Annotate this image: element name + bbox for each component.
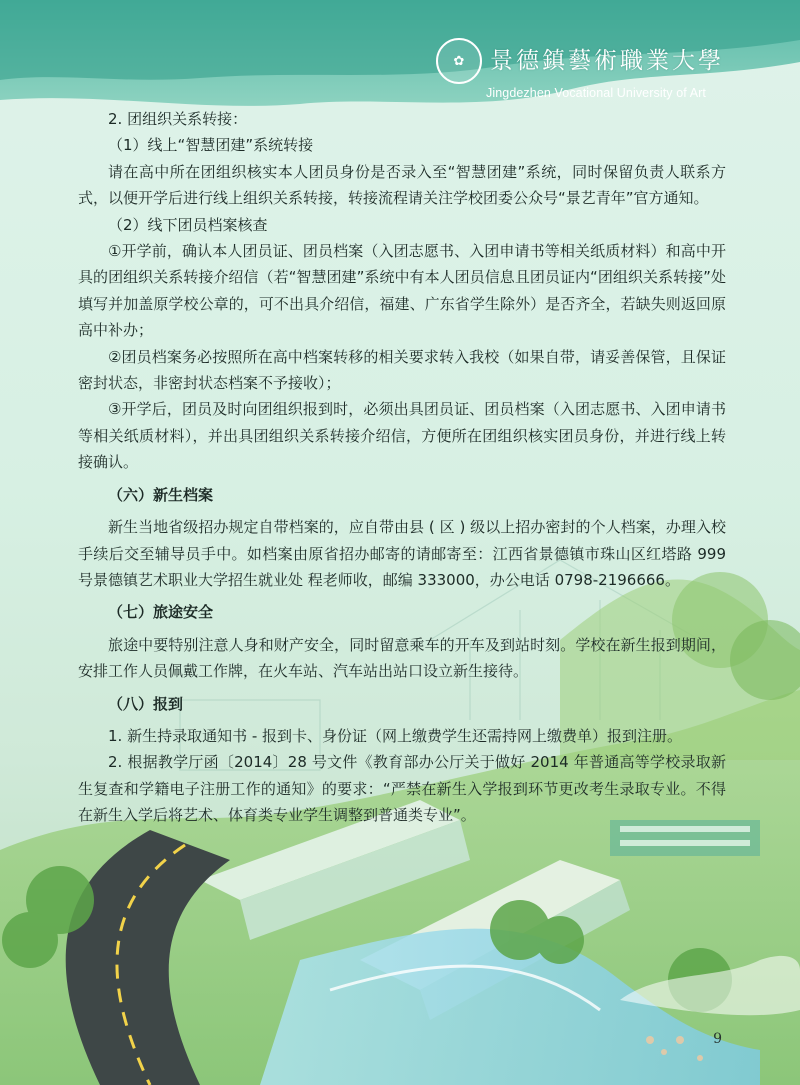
school-logo <box>436 38 724 100</box>
paragraph: ②团员档案务必按照所在高中档案转移的相关要求转入我校（如果自带，请妥善保管，且保证密封状态，非密封状态档案不予接收）； <box>78 347 726 393</box>
school-name-cn: 景德鎮藝術職業大學 <box>490 48 724 74</box>
paragraph: 1. 新生持录取通知书 - 报到卡、身份证（网上缴费学生还需持网上缴费单）报到注册。 <box>108 726 683 745</box>
school-seal-icon: ✿ <box>436 38 482 84</box>
main-content <box>78 106 726 829</box>
section-heading: （七）旅途安全 <box>108 603 214 622</box>
paragraph: （2）线下团员档案核查 <box>108 215 268 234</box>
section-heading: （六）新生档案 <box>108 485 214 504</box>
paragraph: 新生当地省级招办规定自带档案的，应自带由县 ( 区 ) 级以上招办密封的个人档案，办理入校手续后交至辅导员手中。如档案由原省招办邮寄的请邮寄至：江西省景德镇市珠山区红塔路 999 号景德镇艺术职业大学招生就业处 程老师收，邮编 333000，办公电话 0798-2196666。 <box>78 518 726 589</box>
paragraph: 2. 团组织关系转接： <box>108 110 248 128</box>
school-name-en: Jingdezhen Vocational University of Art <box>486 86 706 100</box>
paragraph: 旅途中要特别注意人身和财产安全，同时留意乘车的开车及到站时刻。学校在新生报到期间，安排工作人员佩戴工作牌，在火车站、汽车站出站口设立新生接待。 <box>78 635 726 681</box>
paragraph: 请在高中所在团组织核实本人团员身份是否录入至“智慧团建”系统，同时保留负责人联系方式，以便开学后进行线上组织关系转接，转接流程请关注学校团委公众号“景艺青年”官方通知。 <box>78 162 726 208</box>
page-number: 9 <box>713 1031 722 1047</box>
section-heading: （八）报到 <box>108 694 184 713</box>
paragraph: 2. 根据教学厅函〔2014〕28 号文件《教育部办公厅关于做好 2014 年普通高等学校录取新生复查和学籍电子注册工作的通知》的要求：“严禁在新生入学报到环节更改考生录取专业。不得在新生入学后将艺术、体育类专业学生调整到普通类专业”。 <box>78 753 726 825</box>
paragraph: ③开学后，团员及时向团组织报到时，必须出具团员证、团员档案（入团志愿书、入团申请书等相关纸质材料），并出具团组织关系转接介绍信，方便所在团组织核实团员身份，并进行线上转接确认。 <box>78 400 726 472</box>
paragraph: （1）线上“智慧团建”系统转接 <box>108 136 314 155</box>
paragraph: ①开学前，确认本人团员证、团员档案（入团志愿书、入团申请书等相关纸质材料）和高中开具的团组织关系转接介绍信（若“智慧团建”系统中有本人团员信息且团员证内“团组织关系转接”处填写并加盖原学校公章的，可不出具介绍信，福建、广东省学生除外）是否齐全，若缺失则返回原高中补办； <box>78 242 726 340</box>
